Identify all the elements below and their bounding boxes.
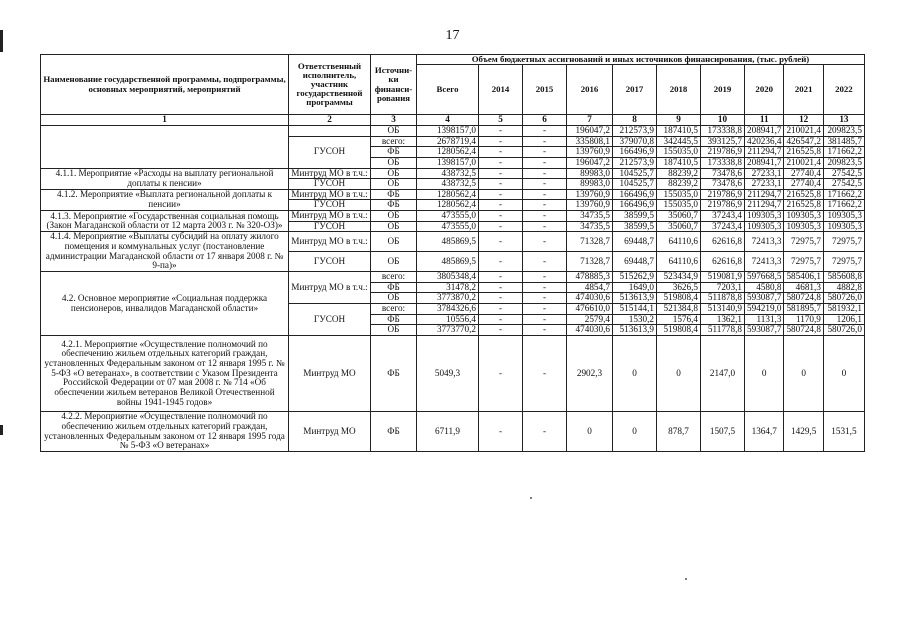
year-value-cell: 581932,1 [823,304,864,315]
year-value-cell: 34735,5 [567,211,613,222]
year-value-cell: - [479,221,523,232]
funding-source-cell: ФБ [371,314,417,325]
year-value-cell: 34735,5 [567,221,613,232]
year-value-cell: 1131,3 [745,314,784,325]
year-value-cell: - [479,232,523,252]
total-value-cell: 1280562,4 [417,147,479,158]
program-name-cell: 4.2.2. Мероприятие «Осуществление полномочий по обеспечению жильем отдельных категорий граждан, установленных Федеральным законом от 12 января 1995 года № 5-ФЗ «О ветеранах» [41,412,289,452]
year-value-cell: - [523,200,567,211]
executor-cell: Минтруд МО в т.ч.: [289,272,371,304]
year-value-cell: - [523,168,567,179]
year-value-cell: 426547,2 [784,136,823,147]
table-row [41,232,865,252]
year-value-cell: 171662,2 [823,200,864,211]
year-value-cell: 89983,0 [567,179,613,190]
total-value-cell: 473555,0 [417,211,479,222]
year-value-cell: 88239,2 [657,168,701,179]
funding-source-cell: ОБ [371,179,417,190]
year-value-cell: 593087,7 [745,325,784,336]
year-value-cell: 196047,2 [567,125,613,136]
executor-cell: ГУСОН [289,179,371,190]
scan-edge-mark [0,425,3,435]
year-value-cell: 379070,8 [613,136,657,147]
year-value-cell: 27740,4 [784,179,823,190]
total-value-cell: 1280562,4 [417,189,479,200]
year-value-cell: 139760,9 [567,189,613,200]
year-value-cell: 0 [784,336,823,412]
year-value-cell: 474030,6 [567,325,613,336]
year-value-cell: 2579,4 [567,314,613,325]
year-value-cell: 139760,9 [567,200,613,211]
year-value-cell: - [523,314,567,325]
program-name-cell: 4.1.4. Мероприятие «Выплаты субсидий на оплату жилого помещения и коммунальных услуг (постановление администрации Магаданской области от 17 января 2008 г. № 9-па)» [41,232,289,272]
year-value-cell: 62616,8 [701,232,745,252]
year-value-cell: 594219,0 [745,304,784,315]
year-value-cell: - [479,179,523,190]
year-value-cell: - [479,325,523,336]
executor-cell: Минтруд МО в т.ч.: [289,211,371,222]
year-value-cell: 335808,1 [567,136,613,147]
total-value-cell: 2678719,4 [417,136,479,147]
year-value-cell: 1206,1 [823,314,864,325]
funding-source-cell: ОБ [371,157,417,168]
year-value-cell: 64110,6 [657,252,701,272]
program-name-cell [41,125,289,168]
year-value-cell: 71328,7 [567,252,613,272]
total-value-cell: 3805348,4 [417,272,479,283]
program-name-cell: 4.1.2. Мероприятие «Выплата региональной доплаты к пенсии» [41,189,289,210]
year-value-cell: 37243,4 [701,221,745,232]
year-value-cell: 521384,8 [657,304,701,315]
year-value-cell: 3626,5 [657,282,701,293]
header-volume: Объем бюджетных ассигнований и иных источников финансирования, (тыс. рублей) [417,55,865,65]
table-row [41,412,865,452]
year-value-cell: 73478,6 [701,179,745,190]
year-value-cell: 515144,1 [613,304,657,315]
year-value-cell: 109305,3 [745,221,784,232]
year-value-cell: 27233,1 [745,179,784,190]
year-value-cell: 0 [823,336,864,412]
total-value-cell: 31478,2 [417,282,479,293]
year-value-cell: 1649,0 [613,282,657,293]
year-value-cell: 513613,9 [613,293,657,304]
table-row [41,272,865,283]
total-value-cell: 485869,5 [417,232,479,252]
executor-cell: ГУСОН [289,200,371,211]
year-value-cell: 1530,2 [613,314,657,325]
year-value-cell: - [479,125,523,136]
total-value-cell: 3784326,6 [417,304,479,315]
year-value-cell: - [479,189,523,200]
program-name-cell: 4.1.1. Мероприятие «Расходы на выплату региональной доплаты к пенсии» [41,168,289,189]
year-value-cell: 69448,7 [613,232,657,252]
year-value-cell: - [479,136,523,147]
year-value-cell: 342445,5 [657,136,701,147]
year-value-cell: 72975,7 [823,232,864,252]
year-value-cell: - [523,211,567,222]
year-value-cell: 580726,0 [823,293,864,304]
header-year: 2021 [784,65,823,115]
year-value-cell: 89983,0 [567,168,613,179]
total-value-cell: 1398157,0 [417,125,479,136]
year-value-cell: 166496,9 [613,189,657,200]
year-value-cell: - [479,211,523,222]
year-value-cell: 523434,9 [657,272,701,283]
year-value-cell: - [479,412,523,452]
year-value-cell: - [523,136,567,147]
year-value-cell: 27233,1 [745,168,784,179]
funding-source-cell: всего: [371,272,417,283]
funding-source-cell: всего: [371,304,417,315]
header-year: 2020 [745,65,784,115]
year-value-cell: 7203,1 [701,282,745,293]
header-name: Наименование государственной программы, подпрограммы, основных мероприятий, мероприятий [41,55,289,115]
column-number: 4 [417,115,479,126]
year-value-cell: 597668,5 [745,272,784,283]
total-value-cell: 1398157,0 [417,157,479,168]
column-number: 7 [567,115,613,126]
year-value-cell: - [479,293,523,304]
header-executor: Ответственный исполнитель, участник государственной программы [289,55,371,115]
year-value-cell: - [523,221,567,232]
year-value-cell: 519808,4 [657,325,701,336]
year-value-cell: 219786,9 [701,200,745,211]
year-value-cell: 593087,7 [745,293,784,304]
header-year: 2022 [823,65,864,115]
year-value-cell: 208941,7 [745,125,784,136]
total-value-cell: 3773770,2 [417,325,479,336]
year-value-cell: 210021,4 [784,157,823,168]
column-number: 12 [784,115,823,126]
year-value-cell: - [479,157,523,168]
year-value-cell: - [523,189,567,200]
funding-source-cell: ФБ [371,412,417,452]
year-value-cell: 511878,8 [701,293,745,304]
year-value-cell: 1576,4 [657,314,701,325]
year-value-cell: - [523,252,567,272]
year-value-cell: 216525,8 [784,189,823,200]
column-number: 6 [523,115,567,126]
year-value-cell: 155035,0 [657,189,701,200]
total-value-cell: 485869,5 [417,252,479,272]
year-value-cell: 187410,5 [657,125,701,136]
year-value-cell: 585608,8 [823,272,864,283]
year-value-cell: - [479,200,523,211]
year-value-cell: 196047,2 [567,157,613,168]
year-value-cell: 515262,9 [613,272,657,283]
year-value-cell: 219786,9 [701,147,745,158]
year-value-cell: 420236,4 [745,136,784,147]
year-value-cell: 38599,5 [613,211,657,222]
year-value-cell: - [523,157,567,168]
total-value-cell: 438732,5 [417,168,479,179]
funding-source-cell: ФБ [371,282,417,293]
year-value-cell: 35060,7 [657,221,701,232]
year-value-cell: 2902,3 [567,336,613,412]
header-year: 2016 [567,65,613,115]
year-value-cell: 219786,9 [701,189,745,200]
year-value-cell: 878,7 [657,412,701,452]
table-row [41,168,865,179]
year-value-cell: 71328,7 [567,232,613,252]
year-value-cell: 69448,7 [613,252,657,272]
year-value-cell: 216525,8 [784,147,823,158]
year-value-cell: - [523,147,567,158]
year-value-cell: - [523,293,567,304]
total-value-cell: 6711,9 [417,412,479,452]
column-numbers-row [41,115,865,126]
year-value-cell: 1429,5 [784,412,823,452]
executor-cell [289,125,371,136]
executor-cell: ГУСОН [289,221,371,232]
table-row [41,125,865,136]
year-value-cell: 88239,2 [657,179,701,190]
scan-speck [530,497,532,499]
year-value-cell: 211294,7 [745,189,784,200]
total-value-cell: 1280562,4 [417,200,479,211]
scan-speck [685,578,687,580]
year-value-cell: 109305,3 [823,211,864,222]
column-number: 2 [289,115,371,126]
year-value-cell: - [479,272,523,283]
year-value-cell: 109305,3 [784,211,823,222]
header-total: Всего [417,65,479,115]
year-value-cell: 171662,2 [823,189,864,200]
year-value-cell: 2147,0 [701,336,745,412]
year-value-cell: - [479,252,523,272]
column-number: 11 [745,115,784,126]
executor-cell: ГУСОН [289,136,371,168]
year-value-cell: 209823,5 [823,157,864,168]
year-value-cell: - [479,147,523,158]
total-value-cell: 438732,5 [417,179,479,190]
table-row [41,189,865,200]
funding-source-cell: ОБ [371,211,417,222]
funding-source-cell: ФБ [371,200,417,211]
year-value-cell: 37243,4 [701,211,745,222]
column-number: 9 [657,115,701,126]
year-value-cell: 104525,7 [613,168,657,179]
year-value-cell: - [523,336,567,412]
year-value-cell: 1362,1 [701,314,745,325]
column-number: 8 [613,115,657,126]
year-value-cell: 0 [613,412,657,452]
funding-source-cell: ФБ [371,189,417,200]
program-name-cell: 4.1.3. Мероприятие «Государственная социальная помощь (Закон Магаданской области от 12 марта 2003 г. № 320-ОЗ)» [41,211,289,232]
page-number: 17 [445,28,460,43]
header-year: 2018 [657,65,701,115]
year-value-cell: 0 [613,336,657,412]
funding-source-cell: ОБ [371,293,417,304]
year-value-cell: - [523,125,567,136]
header-source: Источни-ки финанси-рования [371,55,417,115]
year-value-cell: 62616,8 [701,252,745,272]
year-value-cell: 35060,7 [657,211,701,222]
table-header [41,55,865,126]
year-value-cell: 519081,9 [701,272,745,283]
year-value-cell: 1531,5 [823,412,864,452]
budget-table [40,54,865,452]
funding-source-cell: ОБ [371,168,417,179]
year-value-cell: - [479,168,523,179]
year-value-cell: 580724,8 [784,293,823,304]
year-value-cell: 166496,9 [613,147,657,158]
year-value-cell: 155035,0 [657,147,701,158]
year-value-cell: 1364,7 [745,412,784,452]
executor-cell: ГУСОН [289,252,371,272]
year-value-cell: 212573,9 [613,125,657,136]
year-value-cell: 173338,8 [701,157,745,168]
column-number: 5 [479,115,523,126]
table-row [41,336,865,412]
funding-source-cell: ФБ [371,147,417,158]
year-value-cell: 0 [657,336,701,412]
year-value-cell: 210021,4 [784,125,823,136]
year-value-cell: 109305,3 [784,221,823,232]
year-value-cell: 511778,8 [701,325,745,336]
year-value-cell: 4681,3 [784,282,823,293]
column-number: 10 [701,115,745,126]
year-value-cell: 216525,8 [784,200,823,211]
year-value-cell: - [523,282,567,293]
year-value-cell: 72975,7 [784,232,823,252]
program-name-cell: 4.2.1. Мероприятие «Осуществление полномочий по обеспечению жильем отдельных категорий граждан, установленных Федеральным законом от 12 января 1995 г. № 5-ФЗ «О ветеранах», в соответствии с Указом Президента Российской Федерации от 07 мая 2008 г. № 714 «Об обеспечении жильем ветеранов Великой Отечественной войны 1941-1945 годов» [41,336,289,412]
year-value-cell: 38599,5 [613,221,657,232]
executor-cell: Минтруд МО в т.ч.: [289,189,371,200]
total-value-cell: 473555,0 [417,221,479,232]
executor-cell: Минтруд МО в т.ч.: [289,168,371,179]
year-value-cell: - [479,336,523,412]
year-value-cell: 1507,5 [701,412,745,452]
year-value-cell: 0 [567,412,613,452]
total-value-cell: 10556,4 [417,314,479,325]
year-value-cell: - [479,304,523,315]
year-value-cell: 513613,9 [613,325,657,336]
year-value-cell: 171662,2 [823,147,864,158]
year-value-cell: 476610,0 [567,304,613,315]
year-value-cell: 72975,7 [823,252,864,272]
year-value-cell: 73478,6 [701,168,745,179]
executor-cell: Минтруд МО [289,336,371,412]
total-value-cell: 3773870,2 [417,293,479,304]
year-value-cell: 173338,8 [701,125,745,136]
year-value-cell: 27542,5 [823,179,864,190]
year-value-cell: 27542,5 [823,168,864,179]
year-value-cell: - [479,282,523,293]
year-value-cell: 72413,3 [745,252,784,272]
year-value-cell: 4854,7 [567,282,613,293]
year-value-cell: 187410,5 [657,157,701,168]
year-value-cell: 208941,7 [745,157,784,168]
year-value-cell: 580726,0 [823,325,864,336]
year-value-cell: 27740,4 [784,168,823,179]
year-value-cell: 585406,1 [784,272,823,283]
year-value-cell: 478885,3 [567,272,613,283]
year-value-cell: 64110,6 [657,232,701,252]
year-value-cell: 139760,9 [567,147,613,158]
year-value-cell: 72975,7 [784,252,823,272]
year-value-cell: 519808,4 [657,293,701,304]
year-value-cell: 4580,8 [745,282,784,293]
year-value-cell: 104525,7 [613,179,657,190]
year-value-cell: 580724,8 [784,325,823,336]
funding-source-cell: всего: [371,136,417,147]
year-value-cell: - [523,412,567,452]
year-value-cell: - [523,304,567,315]
year-value-cell: - [523,272,567,283]
header-year: 2014 [479,65,523,115]
funding-source-cell: ОБ [371,221,417,232]
year-value-cell: 581895,7 [784,304,823,315]
funding-source-cell: ОБ [371,325,417,336]
column-number: 13 [823,115,864,126]
year-value-cell: - [523,325,567,336]
year-value-cell: 72413,3 [745,232,784,252]
year-value-cell: 1170,9 [784,314,823,325]
table-row [41,211,865,222]
column-number: 3 [371,115,417,126]
funding-source-cell: ОБ [371,252,417,272]
year-value-cell: 212573,9 [613,157,657,168]
header-year: 2019 [701,65,745,115]
year-value-cell: 513140,9 [701,304,745,315]
year-value-cell: - [523,232,567,252]
header-year: 2015 [523,65,567,115]
year-value-cell: 211294,7 [745,200,784,211]
year-value-cell: 393125,7 [701,136,745,147]
executor-cell: Минтруд МО [289,412,371,452]
total-value-cell: 5049,3 [417,336,479,412]
year-value-cell: 381485,7 [823,136,864,147]
header-year: 2017 [613,65,657,115]
year-value-cell: - [479,314,523,325]
year-value-cell: 211294,7 [745,147,784,158]
year-value-cell: 474030,6 [567,293,613,304]
table-body [41,125,865,451]
program-name-cell: 4.2. Основное мероприятие «Социальная поддержка пенсионеров, инвалидов Магаданской области» [41,272,289,336]
year-value-cell: 0 [745,336,784,412]
executor-cell: ГУСОН [289,304,371,336]
scan-edge-mark [0,30,3,52]
funding-source-cell: ОБ [371,125,417,136]
year-value-cell: 209823,5 [823,125,864,136]
year-value-cell: 109305,3 [823,221,864,232]
funding-source-cell: ОБ [371,232,417,252]
year-value-cell: - [523,179,567,190]
year-value-cell: 166496,9 [613,200,657,211]
year-value-cell: 155035,0 [657,200,701,211]
year-value-cell: 4882,8 [823,282,864,293]
year-value-cell: 109305,3 [745,211,784,222]
funding-source-cell: ФБ [371,336,417,412]
column-number: 1 [41,115,289,126]
executor-cell: Минтруд МО в т.ч.: [289,232,371,252]
